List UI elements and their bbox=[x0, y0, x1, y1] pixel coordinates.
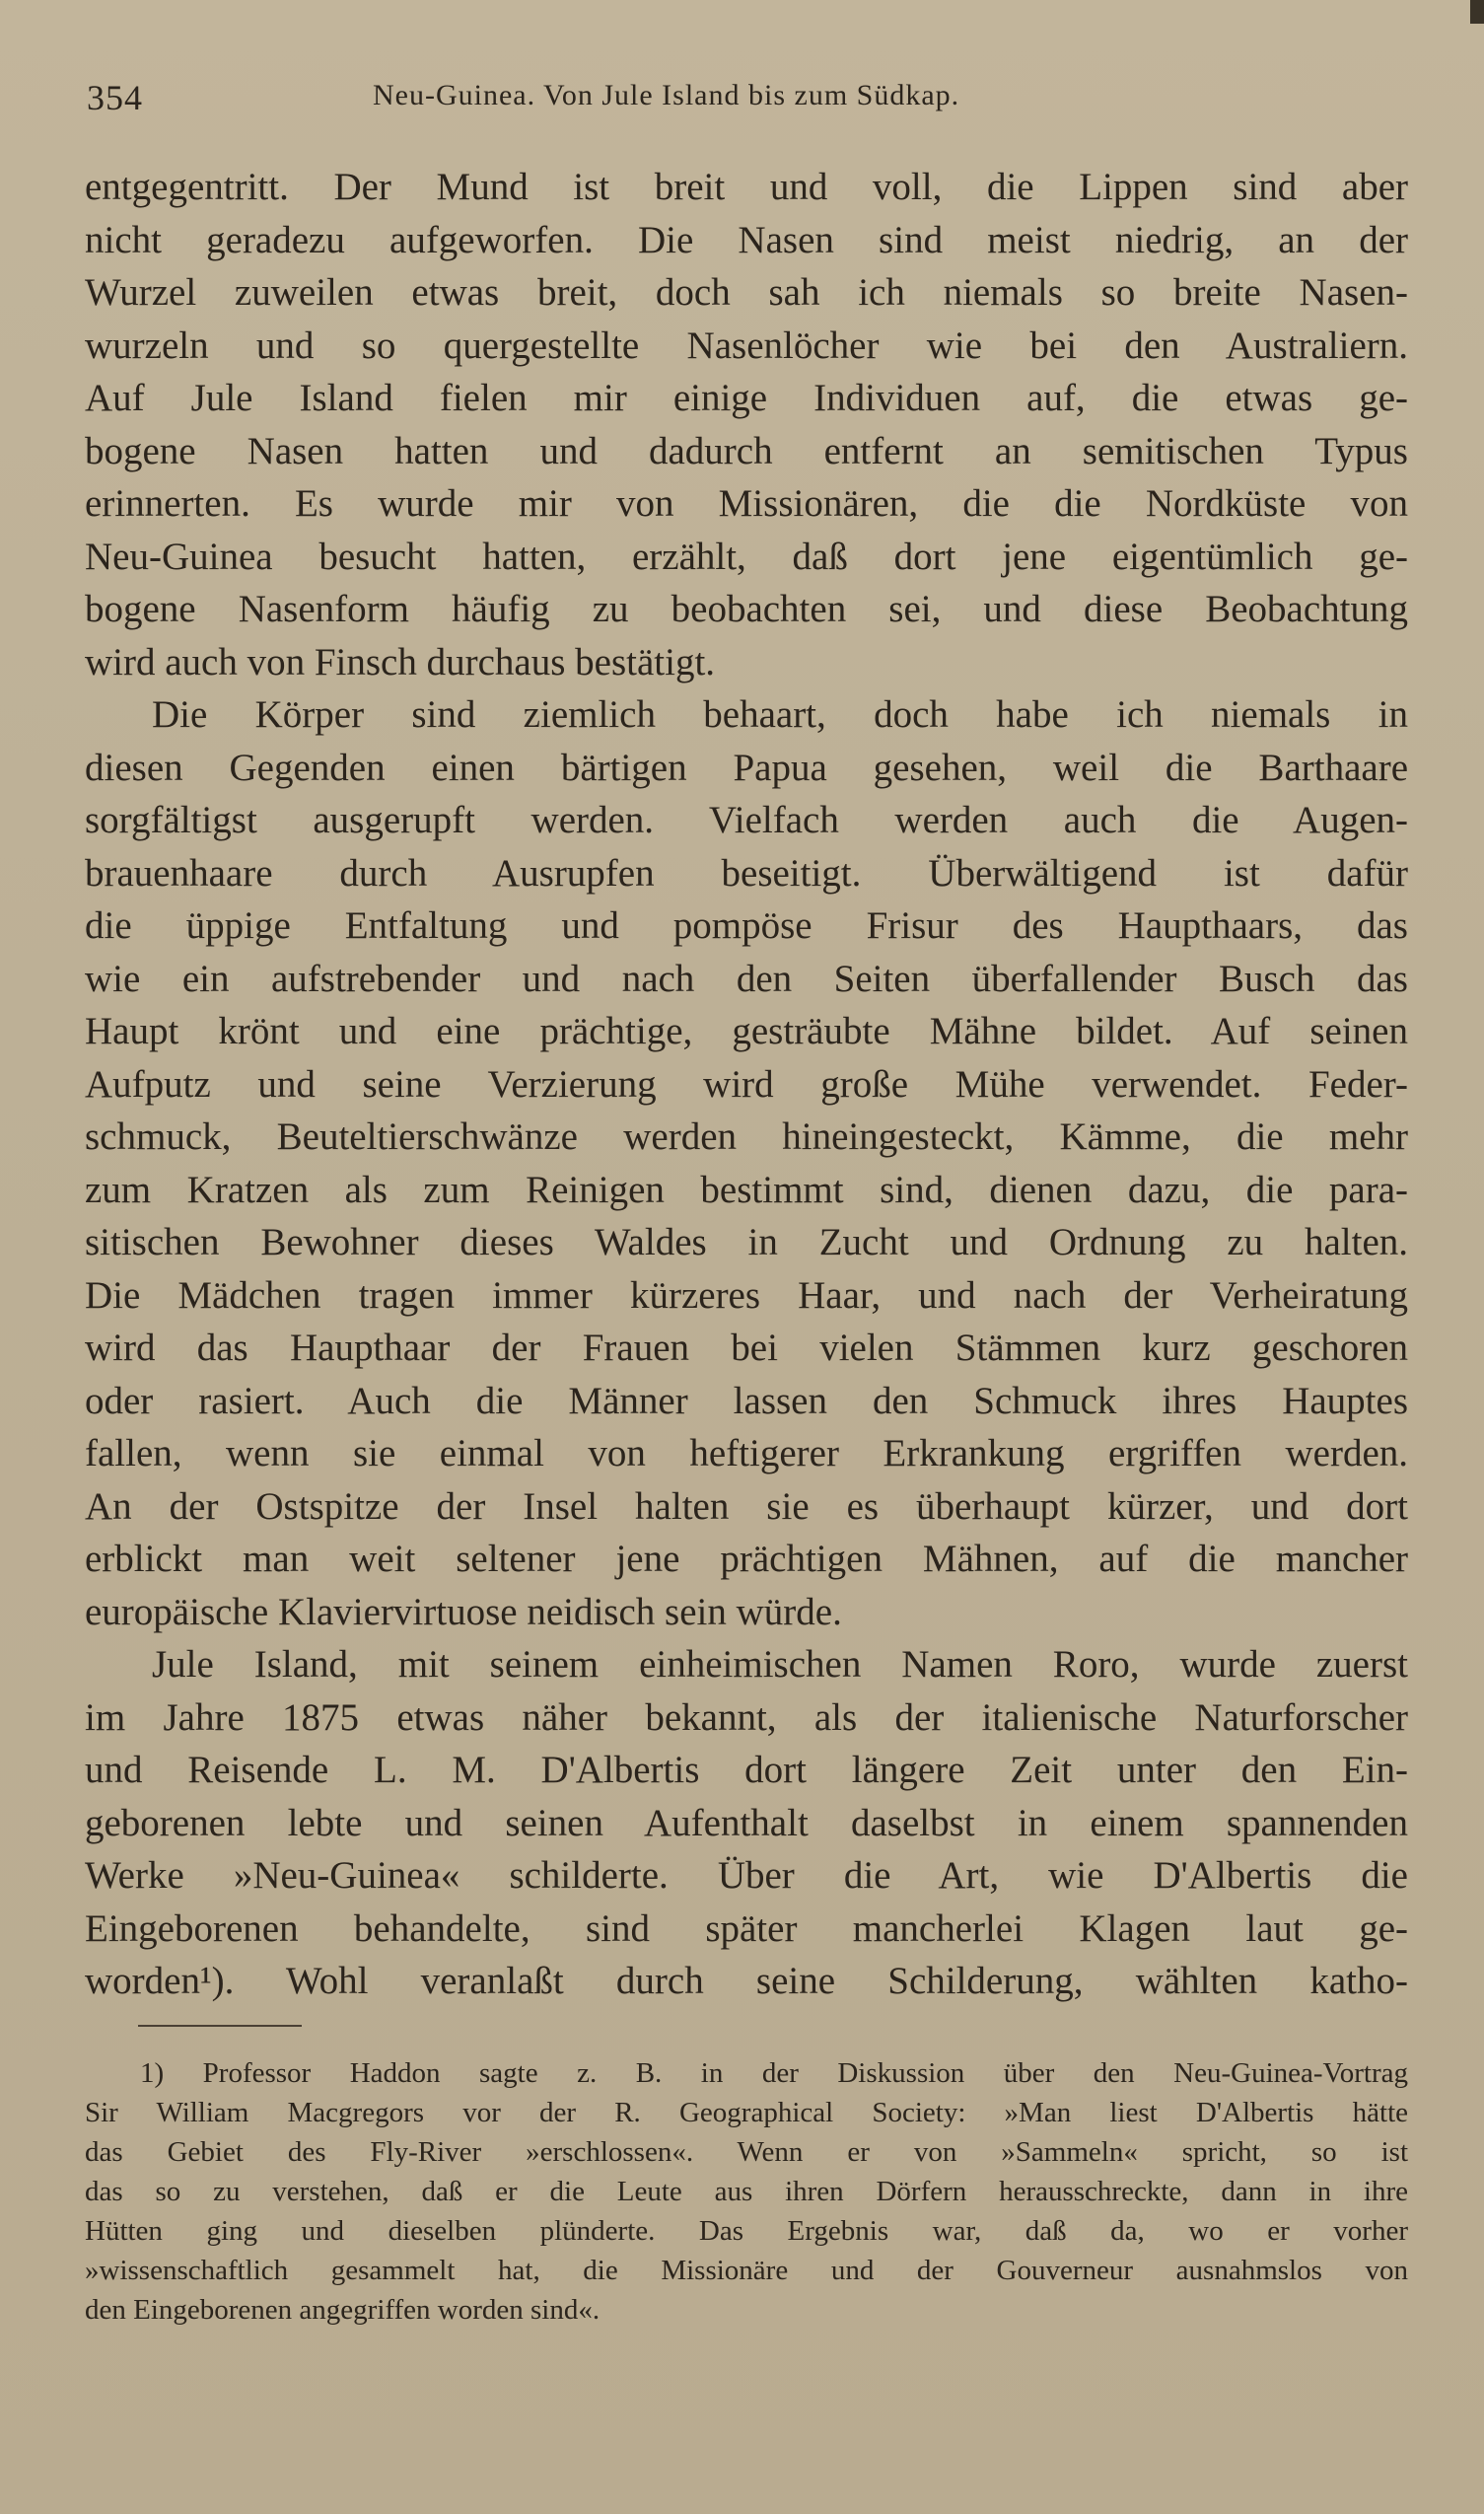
body-line: Neu-Guinea besucht hatten, erzählt, daß dort jene eigentümlich ge- bbox=[85, 535, 1408, 578]
footnote-line: das Gebiet des Fly-River »erschlossen«. Wenn er von »Sammeln« spricht, so ist bbox=[85, 2136, 1408, 2168]
body-line: geborenen lebte und seinen Aufenthalt daselbst in einem spannenden bbox=[85, 1801, 1408, 1844]
body-line: worden¹). Wohl veranlaßt durch seine Schilderung, wählten katho- bbox=[85, 1960, 1408, 2002]
body-line: Eingeborenen behandelte, sind später mancherlei Klagen laut ge- bbox=[85, 1906, 1408, 1950]
paragraph-start-line: Die Körper sind ziemlich behaart, doch habe ich niemals in bbox=[152, 693, 1408, 736]
body-line: oder rasiert. Auch die Männer lassen den Schmuck ihres Hauptes bbox=[85, 1379, 1408, 1422]
body-line: Wurzel zuweilen etwas breit, doch sah ich niemals so breite Nasen- bbox=[85, 271, 1408, 314]
body-line: Aufputz und seine Verzierung wird große Mühe verwendet. Feder- bbox=[85, 1062, 1408, 1106]
body-line: nicht geradezu aufgeworfen. Die Nasen sind meist niedrig, an der bbox=[85, 218, 1408, 261]
footnote-line: das so zu verstehen, daß er die Leute aus ihren Dörfern herausschreckte, dann in ihre bbox=[85, 2176, 1408, 2207]
body-line: Die Mädchen tragen immer kürzeres Haar, und nach der Verheiratung bbox=[85, 1273, 1408, 1317]
paragraph-start-line: Jule Island, mit seinem einheimischen Namen Roro, wurde zuerst bbox=[152, 1643, 1408, 1686]
footnote-line: 1) Professor Haddon sagte z. B. in der Diskussion über den Neu-Guinea-Vortrag bbox=[140, 2057, 1408, 2089]
body-line: wird das Haupthaar der Frauen bei vielen Stämmen kurz geschoren bbox=[85, 1327, 1408, 1369]
body-line: sorgfältigst ausgerupft werden. Vielfach werden auch die Augen- bbox=[85, 799, 1408, 841]
body-line: Haupt krönt und eine prächtige, gesträubte Mähne bildet. Auf seinen bbox=[85, 1010, 1408, 1052]
body-line: wird auch von Finsch durchaus bestätigt. bbox=[85, 640, 716, 683]
body-line: fallen, wenn sie einmal von heftigerer Erkrankung ergriffen werden. bbox=[85, 1432, 1408, 1474]
footnote-divider bbox=[138, 2025, 302, 2027]
page-edge-shadow bbox=[1470, 0, 1484, 24]
page-number: 354 bbox=[87, 78, 143, 117]
footnote-line: Sir William Macgregors vor der R. Geographical Society: »Man liest D'Albertis hätte bbox=[85, 2097, 1408, 2128]
body-line: diesen Gegenden einen bärtigen Papua gesehen, weil die Barthaare bbox=[85, 746, 1408, 789]
body-line: schmuck, Beuteltierschwänze werden hineingesteckt, Kämme, die mehr bbox=[85, 1115, 1408, 1158]
body-line: wurzeln und so quergestellte Nasenlöcher wie bei den Australiern. bbox=[85, 323, 1408, 367]
body-line: brauenhaare durch Ausrupfen beseitigt. Überwältigend ist dafür bbox=[85, 851, 1408, 895]
body-line: europäische Klaviervirtuose neidisch sein würde. bbox=[85, 1590, 842, 1633]
body-text bbox=[85, 161, 1408, 2008]
page-header bbox=[87, 77, 1408, 126]
body-line: wie ein aufstrebender und nach den Seiten überfallender Busch das bbox=[85, 957, 1408, 1000]
body-line: sitischen Bewohner dieses Waldes in Zucht und Ordnung zu halten. bbox=[85, 1221, 1408, 1263]
body-line: Auf Jule Island fielen mir einige Individuen auf, die etwas ge- bbox=[85, 377, 1408, 419]
body-line: An der Ostspitze der Insel halten sie es überhaupt kürzer, und dort bbox=[85, 1484, 1408, 1528]
footnote-line: »wissenschaftlich gesammelt hat, die Missionäre und der Gouverneur ausnahmslos von bbox=[85, 2255, 1408, 2286]
body-line: und Reisende L. M. D'Albertis dort längere Zeit unter den Ein- bbox=[85, 1749, 1408, 1791]
body-line: erinnerten. Es wurde mir von Missionären, die die Nordküste von bbox=[85, 482, 1408, 525]
footnote bbox=[85, 2053, 1408, 2330]
body-line: Werke »Neu-Guinea« schilderte. Über die Art, wie D'Albertis die bbox=[85, 1854, 1408, 1897]
body-line: zum Kratzen als zum Reinigen bestimmt sind, dienen dazu, die para- bbox=[85, 1168, 1408, 1211]
body-line: im Jahre 1875 etwas näher bekannt, als der italienische Naturforscher bbox=[85, 1695, 1408, 1739]
body-line: bogene Nasen hatten und dadurch entfernt an semitischen Typus bbox=[85, 429, 1408, 472]
body-line: erblickt man weit seltener jene prächtigen Mähnen, auf die mancher bbox=[85, 1538, 1408, 1580]
body-line: entgegentritt. Der Mund ist breit und voll, die Lippen sind aber bbox=[85, 166, 1408, 208]
running-title: Neu-Guinea. Von Jule Island bis zum Südkap. bbox=[373, 79, 960, 111]
body-line: die üppige Entfaltung und pompöse Frisur des Haupthaars, das bbox=[85, 904, 1408, 947]
footnote-line: Hütten ging und dieselben plünderte. Das Ergebnis war, daß da, wo er vorher bbox=[85, 2215, 1408, 2247]
body-line: bogene Nasenform häufig zu beobachten sei, und diese Beobachtung bbox=[85, 588, 1408, 630]
footnote-line: den Eingeborenen angegriffen worden sind«. bbox=[85, 2294, 601, 2326]
